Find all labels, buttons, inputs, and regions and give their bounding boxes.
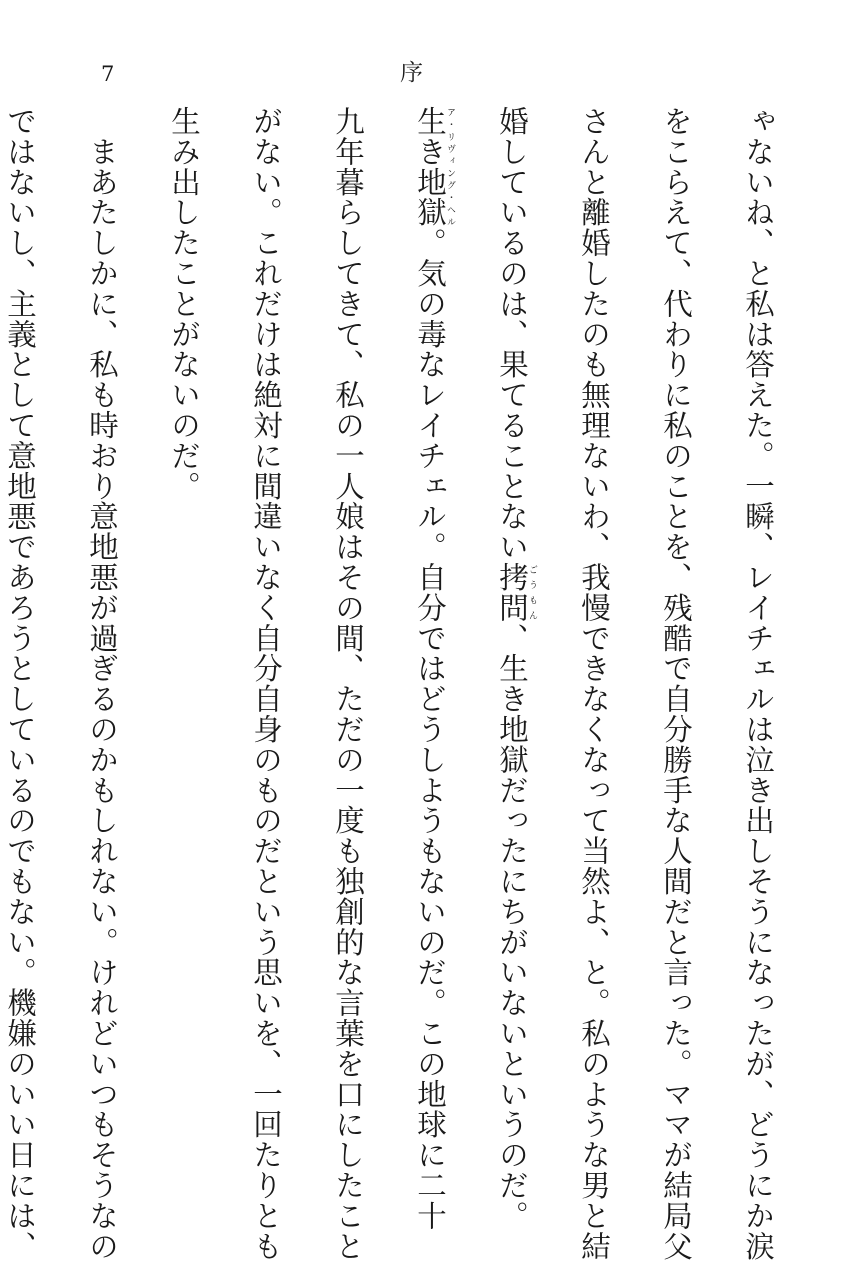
text-line-4-start: 婚しているのは、果てることない: [495, 106, 529, 562]
text-line-1: ゃないね、と私は答えた。一瞬、レイチェルは泣き出しそうになったが、どうにか涙: [741, 106, 775, 1261]
text-line-4: [471, 106, 553, 1231]
text-line-6: 九年暮らしてきて、私の一人娘はその間、ただの一度も独創的な言葉を口にしたこと: [331, 106, 365, 1261]
text-line-8: 生み出したことがないのだ。: [167, 106, 201, 502]
chapter-title: 序: [400, 60, 423, 86]
text-line-7: がない。これだけは絶対に間違いなく自分自身のものだという思いを、一回たりとも: [249, 106, 283, 1261]
text-line-4-end: 、生き地獄だったにちがいないというのだ。: [495, 622, 529, 1231]
body-text: [3, 106, 799, 1261]
ruby-gomon: 拷問ごうもん: [495, 562, 537, 623]
ruby-living-hell: 生き地獄ア・リヴィング・ヘル: [413, 106, 455, 228]
ruby-living-hell-reading: ア・リヴィング・ヘル: [445, 106, 455, 228]
text-line-9: まあたしかに、私も時おり意地悪が過ぎるのかもしれない。けれどいつもそうなの: [85, 136, 119, 1261]
text-line-5: [389, 106, 471, 1231]
text-line-10: ではないし、主義として意地悪であろうとしているのでもない。機嫌のいい日には、: [3, 106, 37, 1261]
ruby-gomon-reading: ごうもん: [527, 562, 537, 623]
text-line-5-end: 。気の毒なレイチェル。自分ではどうしようもないのだ。この地球に二十: [413, 227, 447, 1231]
text-line-3: さんと離婚したのも無理ないわ、我慢できなくなって当然よ、と。私のような男と結: [577, 106, 611, 1261]
text-line-2: をこらえて、代わりに私のことを、残酷で自分勝手な人間だと言った。ママが結局父: [659, 106, 693, 1261]
page-number: 7: [101, 62, 115, 86]
